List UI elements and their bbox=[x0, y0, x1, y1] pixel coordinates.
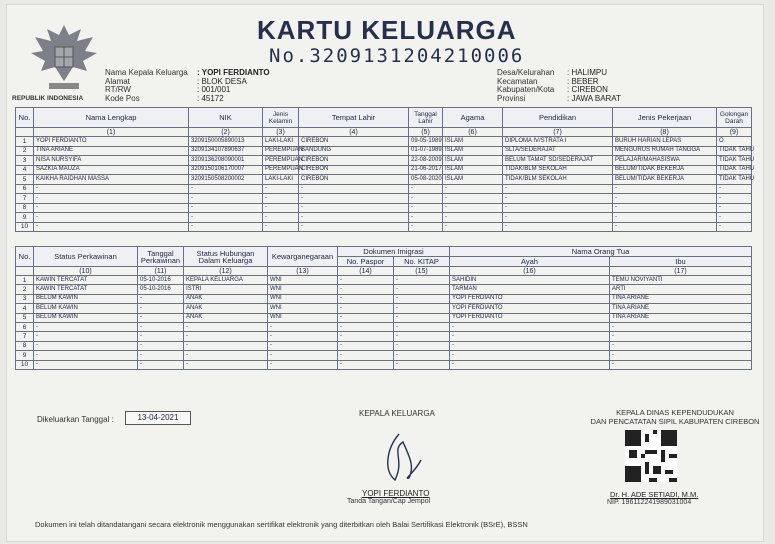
table-cell: 3209150106170007 bbox=[189, 165, 263, 175]
table-cell: ISLAM bbox=[443, 165, 503, 175]
table-cell: - bbox=[268, 360, 338, 369]
village-label: Desa/Kelurahan bbox=[497, 68, 555, 77]
table-cell: ISLAM bbox=[443, 175, 503, 185]
table-row bbox=[16, 203, 752, 213]
table-cell: TIDAK/BLM SEKOLAH bbox=[503, 165, 613, 175]
table-cell: - bbox=[443, 213, 503, 223]
table-cell: ARTI bbox=[610, 285, 752, 294]
table-cell: 05-10-2016 bbox=[138, 285, 184, 294]
table-cell: 4 bbox=[16, 165, 34, 175]
table-cell: - bbox=[394, 360, 450, 369]
table-cell: 05-10-2016 bbox=[138, 276, 184, 285]
table-cell: KAWIN TERCATAT bbox=[34, 276, 138, 285]
table-cell: 3 bbox=[16, 156, 34, 166]
table-cell: - bbox=[338, 341, 394, 350]
address-value: : BLOK DESA bbox=[197, 76, 247, 86]
table-cell: BANDUNG bbox=[299, 146, 409, 156]
table-row bbox=[16, 184, 752, 194]
column-number-row bbox=[16, 128, 752, 137]
col-num: (12) bbox=[184, 267, 268, 276]
table-cell: - bbox=[268, 322, 338, 331]
table-cell: BELUM KAWIN bbox=[34, 313, 138, 322]
col-num: (5) bbox=[409, 128, 443, 137]
table-row bbox=[16, 341, 752, 350]
table-cell: - bbox=[34, 213, 189, 223]
table-cell: - bbox=[409, 184, 443, 194]
table-cell: - bbox=[34, 194, 189, 204]
head-name-label: Nama Kepala Keluarga bbox=[105, 68, 188, 77]
province-label: Provinsi bbox=[497, 93, 526, 103]
table-cell: - bbox=[138, 294, 184, 303]
table-cell: - bbox=[263, 184, 299, 194]
table-cell: 09-05-1989 bbox=[409, 137, 443, 147]
col-num: (3) bbox=[263, 128, 299, 137]
table-cell: - bbox=[443, 203, 503, 213]
table-cell: - bbox=[394, 332, 450, 341]
table-cell: - bbox=[299, 213, 409, 223]
col-father: Ayah bbox=[450, 257, 610, 267]
col-num: (1) bbox=[34, 128, 189, 137]
table-cell: - bbox=[184, 332, 268, 341]
table-cell: - bbox=[613, 184, 717, 194]
header-left-values bbox=[197, 69, 270, 103]
table-cell: - bbox=[613, 222, 717, 232]
col-num: (6) bbox=[443, 128, 503, 137]
table-cell: PELAJAR/MAHASISWA bbox=[613, 156, 717, 166]
table-row bbox=[16, 156, 752, 166]
table-cell: PEREMPUAN bbox=[263, 156, 299, 166]
address-label: Alamat bbox=[105, 76, 130, 86]
table-cell: 01-07-1989 bbox=[409, 146, 443, 156]
table-cell: - bbox=[717, 203, 752, 213]
table-cell: - bbox=[503, 184, 613, 194]
table-cell: - bbox=[184, 360, 268, 369]
table-cell: - bbox=[338, 313, 394, 322]
col-parents: Nama Orang Tua bbox=[450, 247, 752, 257]
table-cell: BELUM TAMAT SD/SEDERAJAT bbox=[503, 156, 613, 166]
col-num: (2) bbox=[189, 128, 263, 137]
table-cell: - bbox=[503, 213, 613, 223]
col-marriage-date: Tanggal Perkawinan bbox=[138, 247, 184, 267]
col-birthdate: Tanggal Lahir bbox=[409, 108, 443, 128]
country-caption: REPUBLIK INDONESIA bbox=[12, 95, 84, 102]
table-cell: - bbox=[189, 213, 263, 223]
table-cell: - bbox=[34, 322, 138, 331]
postcode-value: : 45172 bbox=[197, 93, 224, 103]
table-cell: - bbox=[338, 276, 394, 285]
agency-title: KEPALA DINAS KEPENDUDUKAN DAN PENCATATAN SIPIL KABUPATEN CIREBON bbox=[590, 408, 760, 426]
table-cell: BELUM KAWIN bbox=[34, 294, 138, 303]
header-left-labels bbox=[105, 69, 188, 103]
col-num: (16) bbox=[450, 267, 610, 276]
col-no: No. bbox=[16, 108, 34, 128]
table-cell: - bbox=[503, 203, 613, 213]
table-row bbox=[16, 222, 752, 232]
table-cell: - bbox=[299, 222, 409, 232]
family-head-name: YOPI FERDIANTO bbox=[362, 489, 430, 498]
table-cell: - bbox=[138, 332, 184, 341]
table-cell: - bbox=[138, 351, 184, 360]
table-cell: - bbox=[409, 203, 443, 213]
table-row bbox=[16, 294, 752, 303]
col-religion: Agama bbox=[443, 108, 503, 128]
col-num: (8) bbox=[613, 128, 717, 137]
garuda-emblem-icon bbox=[29, 21, 99, 95]
table-row bbox=[16, 304, 752, 313]
table-cell: YOPI FERDIANTO bbox=[34, 137, 189, 147]
document-title: KARTU KELUARGA bbox=[257, 15, 517, 45]
table-cell: ANAK bbox=[184, 294, 268, 303]
table-cell: - bbox=[184, 351, 268, 360]
district-value: : BEBER bbox=[567, 76, 599, 86]
table-cell: CIREBON bbox=[299, 165, 409, 175]
agency-head-nip: NIP. 196112241989031004 bbox=[607, 499, 692, 506]
table-cell: CIREBON bbox=[299, 156, 409, 166]
district-label: Kecamatan bbox=[497, 76, 538, 86]
table-cell: WNI bbox=[268, 304, 338, 313]
table-cell: - bbox=[138, 304, 184, 313]
table-cell: - bbox=[394, 341, 450, 350]
table-row bbox=[16, 146, 752, 156]
table-cell: TARMAN bbox=[450, 285, 610, 294]
table-cell: - bbox=[394, 322, 450, 331]
table-cell: - bbox=[443, 222, 503, 232]
table-cell: ISLAM bbox=[443, 146, 503, 156]
col-passport: No. Paspor bbox=[338, 257, 394, 267]
table-cell: ANAK bbox=[184, 304, 268, 313]
table-row bbox=[16, 351, 752, 360]
table-cell: - bbox=[34, 222, 189, 232]
issued-label: Dikeluarkan Tanggal : bbox=[37, 415, 114, 424]
table-cell: - bbox=[503, 222, 613, 232]
table-cell: 10 bbox=[16, 360, 34, 369]
table-cell: - bbox=[263, 222, 299, 232]
col-birthplace: Tempat Lahir bbox=[299, 108, 409, 128]
col-kitap: No. KITAP bbox=[394, 257, 450, 267]
signature-icon bbox=[369, 430, 429, 485]
qr-code-icon bbox=[625, 430, 677, 482]
table-cell: 3209150005890013 bbox=[189, 137, 263, 147]
table-cell: - bbox=[610, 322, 752, 331]
table-cell: BURUH HARIAN LEPAS bbox=[613, 137, 717, 147]
header-right-values bbox=[567, 69, 621, 103]
table-cell: - bbox=[394, 276, 450, 285]
col-blood: Golongan Darah bbox=[717, 108, 752, 128]
table-cell: - bbox=[717, 194, 752, 204]
col-immigration: Dokumen Imigrasi bbox=[338, 247, 450, 257]
postcode-label: Kode Pos bbox=[105, 93, 140, 103]
table-cell: KEPALA KELUARGA bbox=[184, 276, 268, 285]
table-cell: - bbox=[34, 360, 138, 369]
issued-date: 13-04-2021 bbox=[125, 411, 191, 425]
table-cell: - bbox=[299, 203, 409, 213]
table-cell: TIDAK TAHU bbox=[717, 175, 752, 185]
family-card-document bbox=[6, 4, 764, 542]
table-cell: LAKI-LAKI bbox=[263, 175, 299, 185]
province-value: : JAWA BARAT bbox=[567, 93, 621, 103]
table-cell: ISTRI bbox=[184, 285, 268, 294]
table-cell: 9 bbox=[16, 213, 34, 223]
col-num: (4) bbox=[299, 128, 409, 137]
table-cell: TEMU NOVIYANTI bbox=[610, 276, 752, 285]
table-cell: PEREMPUAN bbox=[263, 165, 299, 175]
header-right-labels bbox=[497, 69, 554, 103]
table-cell: 3209136208090001 bbox=[189, 156, 263, 166]
document-number: No.3209131204210006 bbox=[269, 45, 525, 67]
regency-value: : CIREBON bbox=[567, 85, 608, 94]
col-education: Pendidikan bbox=[503, 108, 613, 128]
table-cell: - bbox=[138, 360, 184, 369]
col-num: (17) bbox=[610, 267, 752, 276]
table-cell: PEREMPUAN bbox=[263, 146, 299, 156]
table-cell: ANAK bbox=[184, 313, 268, 322]
table-row bbox=[16, 313, 752, 322]
table-cell: - bbox=[338, 304, 394, 313]
table-cell: 3209150508200002 bbox=[189, 175, 263, 185]
table-cell: - bbox=[394, 351, 450, 360]
table-cell: - bbox=[394, 285, 450, 294]
table-row bbox=[16, 137, 752, 147]
table-cell: - bbox=[34, 184, 189, 194]
table-row bbox=[16, 213, 752, 223]
table-cell: NISA NURSYIFA bbox=[34, 156, 189, 166]
table-cell: - bbox=[263, 194, 299, 204]
table-cell: YOPI FERDIANTO bbox=[450, 313, 610, 322]
table-row bbox=[16, 285, 752, 294]
table-cell: TINA ARIANE bbox=[610, 313, 752, 322]
table-cell: ISLAM bbox=[443, 137, 503, 147]
table-cell: - bbox=[268, 351, 338, 360]
table-cell: - bbox=[450, 322, 610, 331]
table-cell: - bbox=[34, 332, 138, 341]
table-cell: - bbox=[450, 360, 610, 369]
table-cell: - bbox=[299, 194, 409, 204]
table-cell: TIDAK TAHU bbox=[717, 146, 752, 156]
table-row bbox=[16, 360, 752, 369]
table-cell: - bbox=[613, 194, 717, 204]
table-row bbox=[16, 322, 752, 331]
col-nik: NIK bbox=[189, 108, 263, 128]
table-cell: 4 bbox=[16, 304, 34, 313]
table-cell: - bbox=[189, 184, 263, 194]
table-row bbox=[16, 165, 752, 175]
table-cell: TIDAK/BLM SEKOLAH bbox=[503, 175, 613, 185]
table-cell: - bbox=[299, 184, 409, 194]
table-cell: - bbox=[263, 213, 299, 223]
table-cell: - bbox=[610, 351, 752, 360]
col-num: (10) bbox=[34, 267, 138, 276]
table-cell: - bbox=[613, 213, 717, 223]
table-row bbox=[16, 276, 752, 285]
table-cell: - bbox=[189, 203, 263, 213]
village-value: : HALIMPU bbox=[567, 68, 608, 77]
table-cell: - bbox=[338, 285, 394, 294]
table-cell: WNI bbox=[268, 294, 338, 303]
table-cell: - bbox=[189, 194, 263, 204]
table-cell: O bbox=[717, 137, 752, 147]
table-cell: - bbox=[717, 213, 752, 223]
table-cell: 3209134107890637 bbox=[189, 146, 263, 156]
table-cell: - bbox=[34, 203, 189, 213]
table-cell: - bbox=[394, 313, 450, 322]
table-cell: - bbox=[717, 184, 752, 194]
col-num: (11) bbox=[138, 267, 184, 276]
table-cell: - bbox=[443, 184, 503, 194]
table-cell: - bbox=[34, 341, 138, 350]
col-num: (9) bbox=[717, 128, 752, 137]
table-cell: - bbox=[34, 351, 138, 360]
table-cell: BELUM KAWIN bbox=[34, 304, 138, 313]
table-cell: 5 bbox=[16, 313, 34, 322]
table-cell: - bbox=[450, 341, 610, 350]
table-cell: 6 bbox=[16, 184, 34, 194]
table-cell: 10 bbox=[16, 222, 34, 232]
col-name: Nama Lengkap bbox=[34, 108, 189, 128]
table-cell: ISLAM bbox=[443, 156, 503, 166]
col-num: (15) bbox=[394, 267, 450, 276]
table-cell: - bbox=[394, 294, 450, 303]
col-num: (13) bbox=[268, 267, 338, 276]
table-cell: WNI bbox=[268, 285, 338, 294]
table-cell: 2 bbox=[16, 285, 34, 294]
table-cell: - bbox=[189, 222, 263, 232]
col-no2: No. bbox=[16, 247, 34, 267]
table-cell: - bbox=[450, 332, 610, 341]
table-cell: 6 bbox=[16, 322, 34, 331]
table-cell: - bbox=[503, 194, 613, 204]
table-cell: 2 bbox=[16, 146, 34, 156]
table-cell: SAZKIA MAUZA bbox=[34, 165, 189, 175]
table-cell: YOPI FERDIANTO bbox=[450, 304, 610, 313]
table-cell: - bbox=[717, 222, 752, 232]
col-occupation: Jenis Pekerjaan bbox=[613, 108, 717, 128]
table-cell: WNI bbox=[268, 313, 338, 322]
table-cell: - bbox=[610, 360, 752, 369]
table-cell: - bbox=[138, 313, 184, 322]
table-cell: - bbox=[394, 304, 450, 313]
table-cell: - bbox=[338, 360, 394, 369]
col-num: (14) bbox=[338, 267, 394, 276]
table-cell: 21-06-2017 bbox=[409, 165, 443, 175]
col-citizenship: Kewarganegaraan bbox=[268, 247, 338, 267]
table-cell: 8 bbox=[16, 341, 34, 350]
rtrw-label: RT/RW bbox=[105, 85, 131, 94]
table-cell: - bbox=[409, 222, 443, 232]
table-cell: YOPI FERDIANTO bbox=[450, 294, 610, 303]
col-sex: Jenis Kelamin bbox=[263, 108, 299, 128]
table-cell: - bbox=[263, 203, 299, 213]
table-cell: CIREBON bbox=[299, 175, 409, 185]
column-number-row bbox=[16, 267, 752, 276]
table-cell: 3 bbox=[16, 294, 34, 303]
table-cell: CIREBON bbox=[299, 137, 409, 147]
esign-note: Dokumen ini telah ditandatangani secara elektronik menggunakan sertifikat elektronik yang diterbitkan oleh Balai Sertifikasi Elektronik (BSrE), BSSN bbox=[35, 520, 528, 529]
family-status-table bbox=[15, 246, 752, 370]
table-cell: - bbox=[268, 332, 338, 341]
table-row bbox=[16, 194, 752, 204]
table-cell: 7 bbox=[16, 332, 34, 341]
table-cell: - bbox=[450, 351, 610, 360]
table-cell: BELUM/TIDAK BEKERJA bbox=[613, 175, 717, 185]
table-cell: - bbox=[610, 332, 752, 341]
table-cell: - bbox=[338, 351, 394, 360]
table-cell: - bbox=[268, 341, 338, 350]
table-cell: - bbox=[338, 294, 394, 303]
table-cell: - bbox=[338, 322, 394, 331]
table-cell: - bbox=[138, 341, 184, 350]
table-cell: 22-08-2009 bbox=[409, 156, 443, 166]
table-cell: TINA ARIANE bbox=[610, 294, 752, 303]
table-cell: - bbox=[613, 203, 717, 213]
head-name-value: : YOPI FERDIANTO bbox=[197, 68, 270, 77]
rtrw-value: : 001/001 bbox=[197, 85, 231, 94]
table-cell: DIPLOMA IV/STRATA I bbox=[503, 137, 613, 147]
family-head-title: KEPALA KELUARGA bbox=[359, 409, 435, 418]
table-cell: TIDAK TAHU bbox=[717, 165, 752, 175]
table-cell: WNI bbox=[268, 276, 338, 285]
table-cell: BELUM/TIDAK BEKERJA bbox=[613, 165, 717, 175]
table-cell: - bbox=[138, 322, 184, 331]
table-cell: - bbox=[409, 213, 443, 223]
table-cell: - bbox=[338, 332, 394, 341]
table-cell: 5 bbox=[16, 175, 34, 185]
col-mother: Ibu bbox=[610, 257, 752, 267]
table-cell: - bbox=[610, 341, 752, 350]
table-cell: SAHIDIN bbox=[450, 276, 610, 285]
table-row bbox=[16, 175, 752, 185]
table-cell: MENGURUS RUMAH TANGGA bbox=[613, 146, 717, 156]
table-cell: 1 bbox=[16, 137, 34, 147]
table-cell: 05-08-2020 bbox=[409, 175, 443, 185]
col-relationship: Status Hubungan Dalam Keluarga bbox=[184, 247, 268, 267]
table-cell: - bbox=[443, 194, 503, 204]
agency-head-name: Dr. H. ADE SETIADI, M.M. bbox=[610, 490, 699, 499]
regency-label: Kabupaten/Kota bbox=[497, 85, 555, 94]
col-num: (7) bbox=[503, 128, 613, 137]
table-cell: - bbox=[184, 341, 268, 350]
signature-caption: Tanda Tangan/Cap Jempol bbox=[347, 498, 431, 505]
table-cell: 7 bbox=[16, 194, 34, 204]
col-marital: Status Perkawinan bbox=[34, 247, 138, 267]
table-cell: - bbox=[409, 194, 443, 204]
table-cell: KAIKHA RAIDHAN MASSA bbox=[34, 175, 189, 185]
table-cell: 1 bbox=[16, 276, 34, 285]
table-cell: KAWIN TERCATAT bbox=[34, 285, 138, 294]
table-cell: LAKI-LAKI bbox=[263, 137, 299, 147]
table-row bbox=[16, 332, 752, 341]
table-cell: TINA ARIANE bbox=[610, 304, 752, 313]
table-cell: 8 bbox=[16, 203, 34, 213]
table-cell: - bbox=[184, 322, 268, 331]
family-members-table bbox=[15, 107, 755, 232]
table-cell: TINA ARIANE bbox=[34, 146, 189, 156]
table-cell: TIDAK TAHU bbox=[717, 156, 752, 166]
table-cell: 9 bbox=[16, 351, 34, 360]
table-cell: SLTA/SEDERAJAT bbox=[503, 146, 613, 156]
